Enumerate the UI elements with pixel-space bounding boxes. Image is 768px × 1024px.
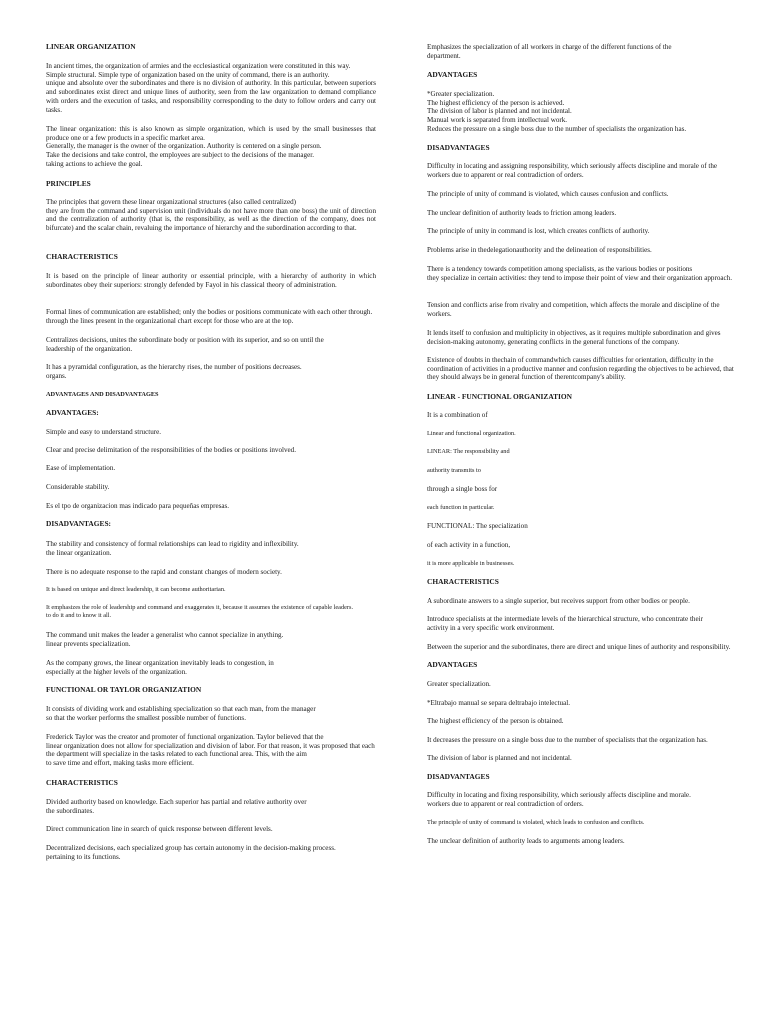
heading-characteristics: CHARACTERISTICS bbox=[46, 778, 118, 787]
heading-functional-or-taylor-organization: FUNCTIONAL OR TAYLOR ORGANIZATION bbox=[46, 685, 202, 694]
paragraph-line: FUNCTIONAL: The specialization bbox=[427, 522, 528, 530]
list-item: Divided authority based on knowledge. Each superior has partial and relative authority over the subordinates. bbox=[46, 798, 307, 815]
list-item: There is no adequate response to the rapid and constant changes of modern society. bbox=[46, 568, 282, 576]
paragraph-line: it is more applicable in businesses. bbox=[427, 560, 515, 567]
list-item: The stability and consistency of formal relationships can lead to rigidity and inflexibility. the linear organization. bbox=[46, 540, 299, 557]
paragraph: It is based on the principle of linear authority or essential principle, with a hierarchy of authority in which subordinates obey their superiors: strongly defended by Fayol in his classical theory of administration. bbox=[46, 272, 376, 289]
list-item: Simple and easy to understand structure. bbox=[46, 428, 162, 436]
list-item: *Eltrabajo manual se separa deltrabajo intelectual. bbox=[427, 699, 570, 707]
heading-principles: PRINCIPLES bbox=[46, 179, 91, 188]
list-item: The unclear definition of authority leads to arguments among leaders. bbox=[427, 837, 625, 845]
list-item: Between the superior and the subordinates, there are direct and unique lines of authority and responsibility. bbox=[427, 643, 731, 651]
paragraph-line: authority transmits to bbox=[427, 467, 481, 474]
paragraph: Frederick Taylor was the creator and promoter of functional organization. Taylor believed that the linear organization does not allow for specialization and division of labor. For that reason, it was proposed that each the department will specialize in the tasks related to each functional area. This, with the aim to save time and effort, making tasks more efficient. bbox=[46, 733, 375, 768]
paragraph-line: of each activity in a function, bbox=[427, 541, 511, 549]
paragraph: Emphasizes the specialization of all workers in charge of the different functions of the department. bbox=[427, 43, 672, 60]
paragraph: It consists of dividing work and establishing specialization so that each man, from the manager so that the worker performs the smallest possible number of functions. bbox=[46, 705, 316, 722]
list-item: It is based on unique and direct leadership, it can become authoritarian. bbox=[46, 586, 226, 593]
list-item: Difficulty in locating and assigning responsibility, which seriously affects discipline and morale of the workers due to apparent or real contradiction of orders. bbox=[427, 162, 718, 179]
paragraph: In ancient times, the organization of armies and the ecclesiastical organization were constituted in this way. Simple structural. Simple type of organization based on the unity of command, there is an authority. unique and absolute over the subordinates and there is no division of authority. In this particular, between superiors and subordinates exist direct and unique lines of authority, seen from the law organization to demand compliance with orders and the execution of tasks, and responsibility corresponding to the duty to follow orders and carry out tasks. bbox=[46, 62, 376, 114]
paragraph-line: Linear and functional organization. bbox=[427, 430, 516, 437]
list-item: The division of labor is planned and not incidental. bbox=[427, 754, 572, 762]
list-item: Clear and precise delimitation of the responsibilities of the bodies or positions involved. bbox=[46, 446, 297, 454]
list-item: Introduce specialists at the intermediate levels of the hierarchical structure, who concentrate their activity in a very specific work environment. bbox=[427, 615, 703, 632]
heading-advantages: ADVANTAGES bbox=[427, 70, 478, 79]
paragraph-line: It is a combination of bbox=[427, 411, 488, 419]
list-item: The principle of unity in command is lost, which creates conflicts of authority. bbox=[427, 227, 650, 235]
paragraph: Formal lines of communication are established; only the bodies or positions communicate with each other through. through the lines present in the organizational chart except for those who are at the top. bbox=[46, 308, 373, 325]
heading-linear-functional-organization: LINEAR - FUNCTIONAL ORGANIZATION bbox=[427, 392, 573, 401]
heading-advantages-and-disadvantages: ADVANTAGES AND DISADVANTAGES bbox=[46, 391, 159, 398]
list-item: The principle of unity of command is violated, which leads to confusion and conflicts. bbox=[427, 819, 645, 826]
list-item: Problems arise in thedelegationauthority and the delineation of responsibilities. bbox=[427, 246, 652, 254]
heading-linear-organization: LINEAR ORGANIZATION bbox=[46, 42, 136, 51]
list-item: Considerable stability. bbox=[46, 483, 110, 491]
list-item: The command unit makes the leader a generalist who cannot specialize in anything. linear prevents specialization. bbox=[46, 631, 284, 648]
list-item: Greater specialization. bbox=[427, 680, 491, 688]
paragraph: Centralizes decisions, unites the subordinate body or position with its superior, and so on until the leadership of the organization. bbox=[46, 336, 324, 353]
list: *Greater specialization. The highest efficiency of the person is achieved. The division of labor is planned and not incidental. Manual work is separated from intellectual work. Reduces the pressure on a single boss due to the number of specialists the organization has. bbox=[427, 90, 687, 133]
list-item: Decentralized decisions, each specialized group has certain autonomy in the decision-making process. pertaining to its functions. bbox=[46, 844, 336, 861]
list-item: There is a tendency towards competition among specialists, as the various bodies or positions they specialize in certain activities: they tend to impose their point of view and their organization approach. bbox=[427, 265, 732, 282]
list-item: The highest efficiency of the person is obtained. bbox=[427, 717, 564, 725]
list-item: The principle of unity of command is violated, which causes confusion and conflicts. bbox=[427, 190, 669, 198]
list-item: The unclear definition of authority leads to friction among leaders. bbox=[427, 209, 617, 217]
paragraph-line: through a single boss for bbox=[427, 485, 498, 493]
paragraph: It has a pyramidal configuration, as the hierarchy rises, the number of positions decreases. organs. bbox=[46, 363, 302, 380]
list-item: Direct communication line in search of quick response between different levels. bbox=[46, 825, 273, 833]
list-item: Difficulty in locating and fixing responsibility, which seriously affects discipline and morale. workers due to apparent or real contradiction of orders. bbox=[427, 791, 691, 808]
list-item: Tension and conflicts arise from rivalry and competition, which affects the morale and discipline of the workers. bbox=[427, 301, 720, 318]
heading-characteristics: CHARACTERISTICS bbox=[46, 252, 118, 261]
paragraph: The principles that govern these linear organizational structures (also called centralized) they are from the command and supervision unit (individuals do not have more than one boss) the unit of direction and the centralization of authority (that is, the responsibility, as well as the direction of the company, does not bifurcate) and the scalar chain, revaluing the importance of hierarchy and the subordination according to that. bbox=[46, 198, 376, 233]
list-item: Existence of doubts in thechain of commandwhich causes difficulties for orientation, difficulty in the coordination of activities in a productive manner and confusion regarding the objectives to be achieved, that they should always be in general function of therentcompany's ability. bbox=[427, 356, 734, 382]
heading-advantages: ADVANTAGES: bbox=[46, 408, 99, 417]
paragraph: The linear organization: this is also known as simple organization, which is used by the small businesses that produce one or a few products in a specific market area. Generally, the manager is the owner of the organization. Authority is centered on a single person. Take the decisions and take control, the employees are subject to the decisions of the manager. taking actions to achieve the goal. bbox=[46, 125, 376, 168]
list-item: Es el tpo de organizacion mas indicado para pequeñas empresas. bbox=[46, 502, 230, 510]
heading-characteristics: CHARACTERISTICS bbox=[427, 577, 499, 586]
list-item: A subordinate answers to a single superior, but receives support from other bodies or people. bbox=[427, 597, 690, 605]
list-item: It lends itself to confusion and multiplicity in objectives, as it requires multiple subordination and gives decision-making autonomy, generating conflicts in the general functions of the company. bbox=[427, 329, 721, 346]
list-item: It emphasizes the role of leadership and command and exaggerates it, because it assumes the existence of capable leaders. to do it and to know it all. bbox=[46, 604, 354, 619]
paragraph-line: each function in particular. bbox=[427, 504, 495, 511]
list-item: It decreases the pressure on a single boss due to the number of specialists that the organization has. bbox=[427, 736, 708, 744]
list-item: Ease of implementation. bbox=[46, 464, 116, 472]
list-item: As the company grows, the linear organization inevitably leads to congestion, in especially at the higher levels of the organization. bbox=[46, 659, 274, 676]
heading-disadvantages: DISADVANTAGES: bbox=[46, 519, 112, 528]
paragraph-line: LINEAR: The responsibility and bbox=[427, 448, 510, 455]
heading-advantages: ADVANTAGES bbox=[427, 660, 478, 669]
heading-disadvantages: DISADVANTAGES bbox=[427, 143, 490, 152]
heading-disadvantages: DISADVANTAGES bbox=[427, 772, 490, 781]
